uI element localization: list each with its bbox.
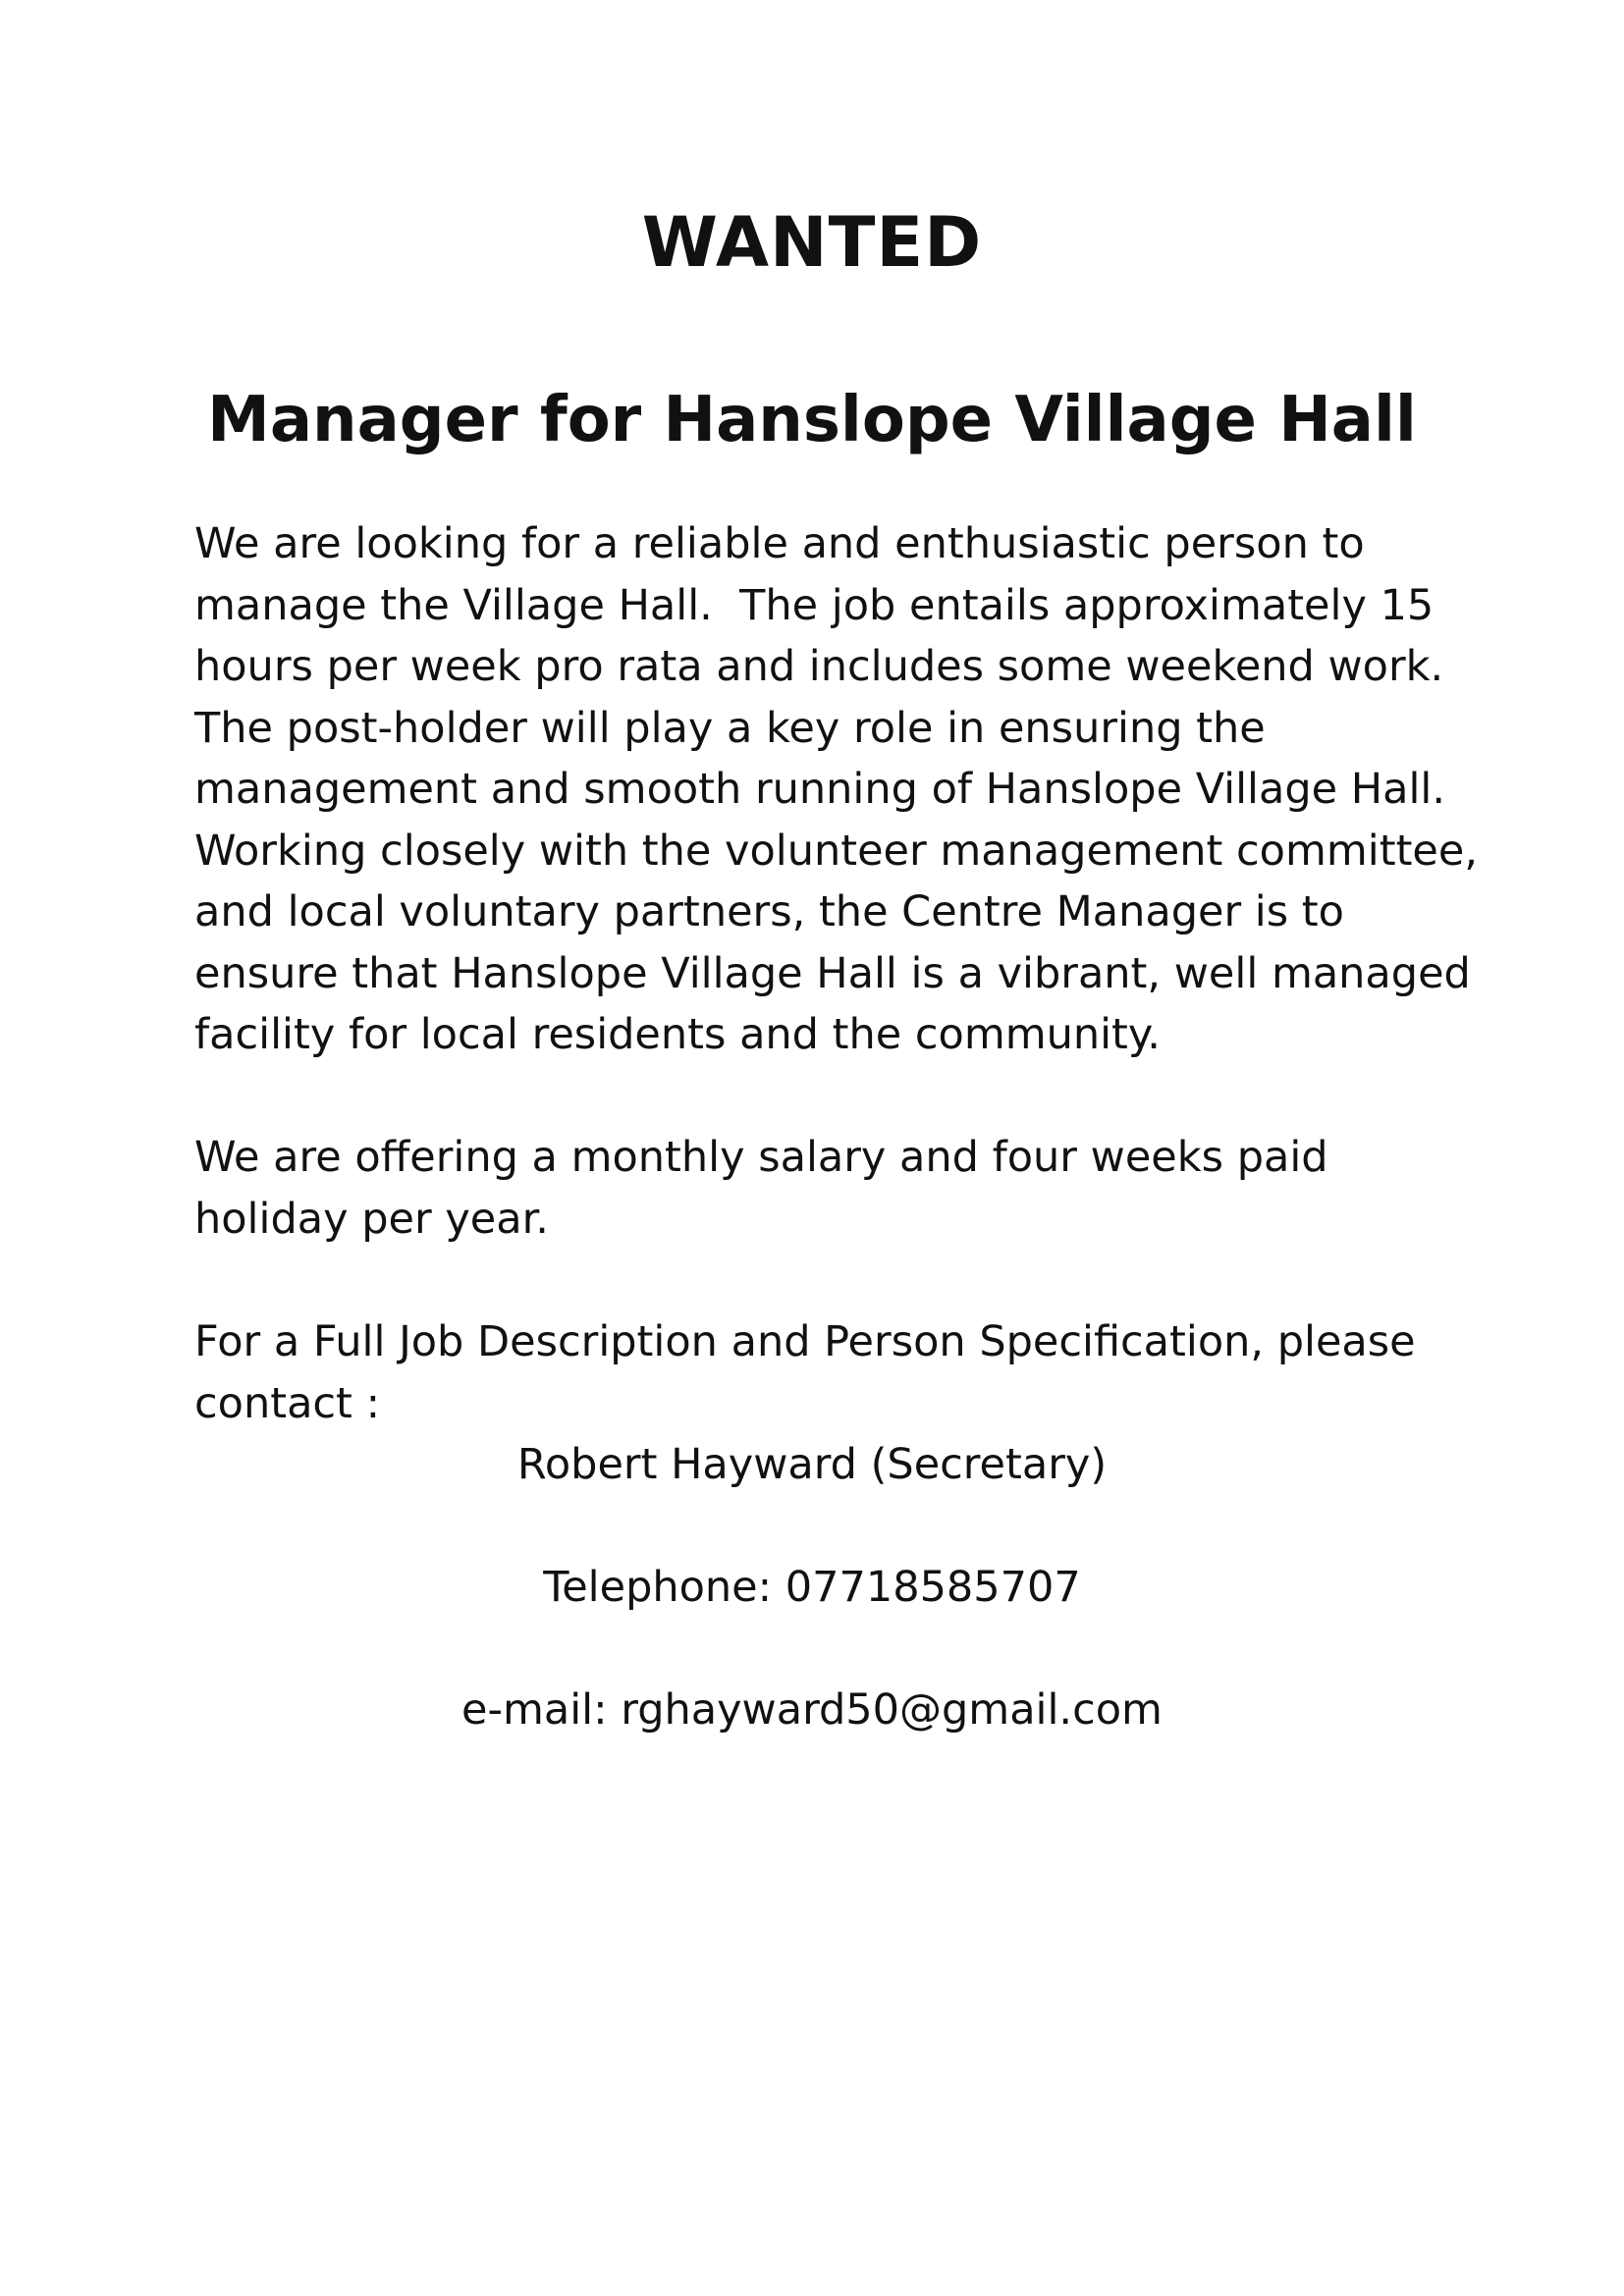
contact-intro-paragraph	[194, 1311, 1461, 1434]
paragraph-line: and local voluntary partners, the Centre Manager is to	[194, 887, 1344, 936]
paragraph-line: We are offering a monthly salary and four weeks paid	[194, 1133, 1328, 1182]
paragraph-line: ensure that Hanslope Village Hall is a vibrant, well managed	[194, 948, 1471, 998]
job-description-paragraph	[194, 513, 1479, 1066]
page-title: WANTED	[641, 202, 983, 283]
paragraph-line: The post-holder will play a key role in ensuring the	[194, 703, 1266, 753]
paragraph-line: holiday per year.	[194, 1194, 549, 1244]
contact-name: Robert Hayward (Secretary)	[516, 1440, 1108, 1489]
contact-telephone: Telephone: 07718585707	[543, 1563, 1081, 1612]
job-title-heading: Manager for Hanslope Village Hall	[207, 384, 1417, 456]
paragraph-line: management and smooth running of Hanslope Village Hall.	[194, 765, 1446, 814]
paragraph-line: manage the Village Hall. The job entails approximately 15	[194, 580, 1435, 630]
paragraph-line: For a Full Job Description and Person Specification, please	[194, 1317, 1416, 1366]
paragraph-line: facility for local residents and the community.	[194, 1010, 1161, 1059]
contact-email: e-mail: rghayward50@gmail.com	[461, 1685, 1163, 1735]
paragraph-line: We are looking for a reliable and enthusiastic person to	[194, 519, 1365, 568]
offer-paragraph	[194, 1127, 1461, 1250]
paragraph-line: Working closely with the volunteer management committee,	[194, 826, 1479, 876]
paragraph-line: hours per week pro rata and includes some weekend work.	[194, 642, 1444, 691]
paragraph-line: contact :	[194, 1378, 381, 1428]
